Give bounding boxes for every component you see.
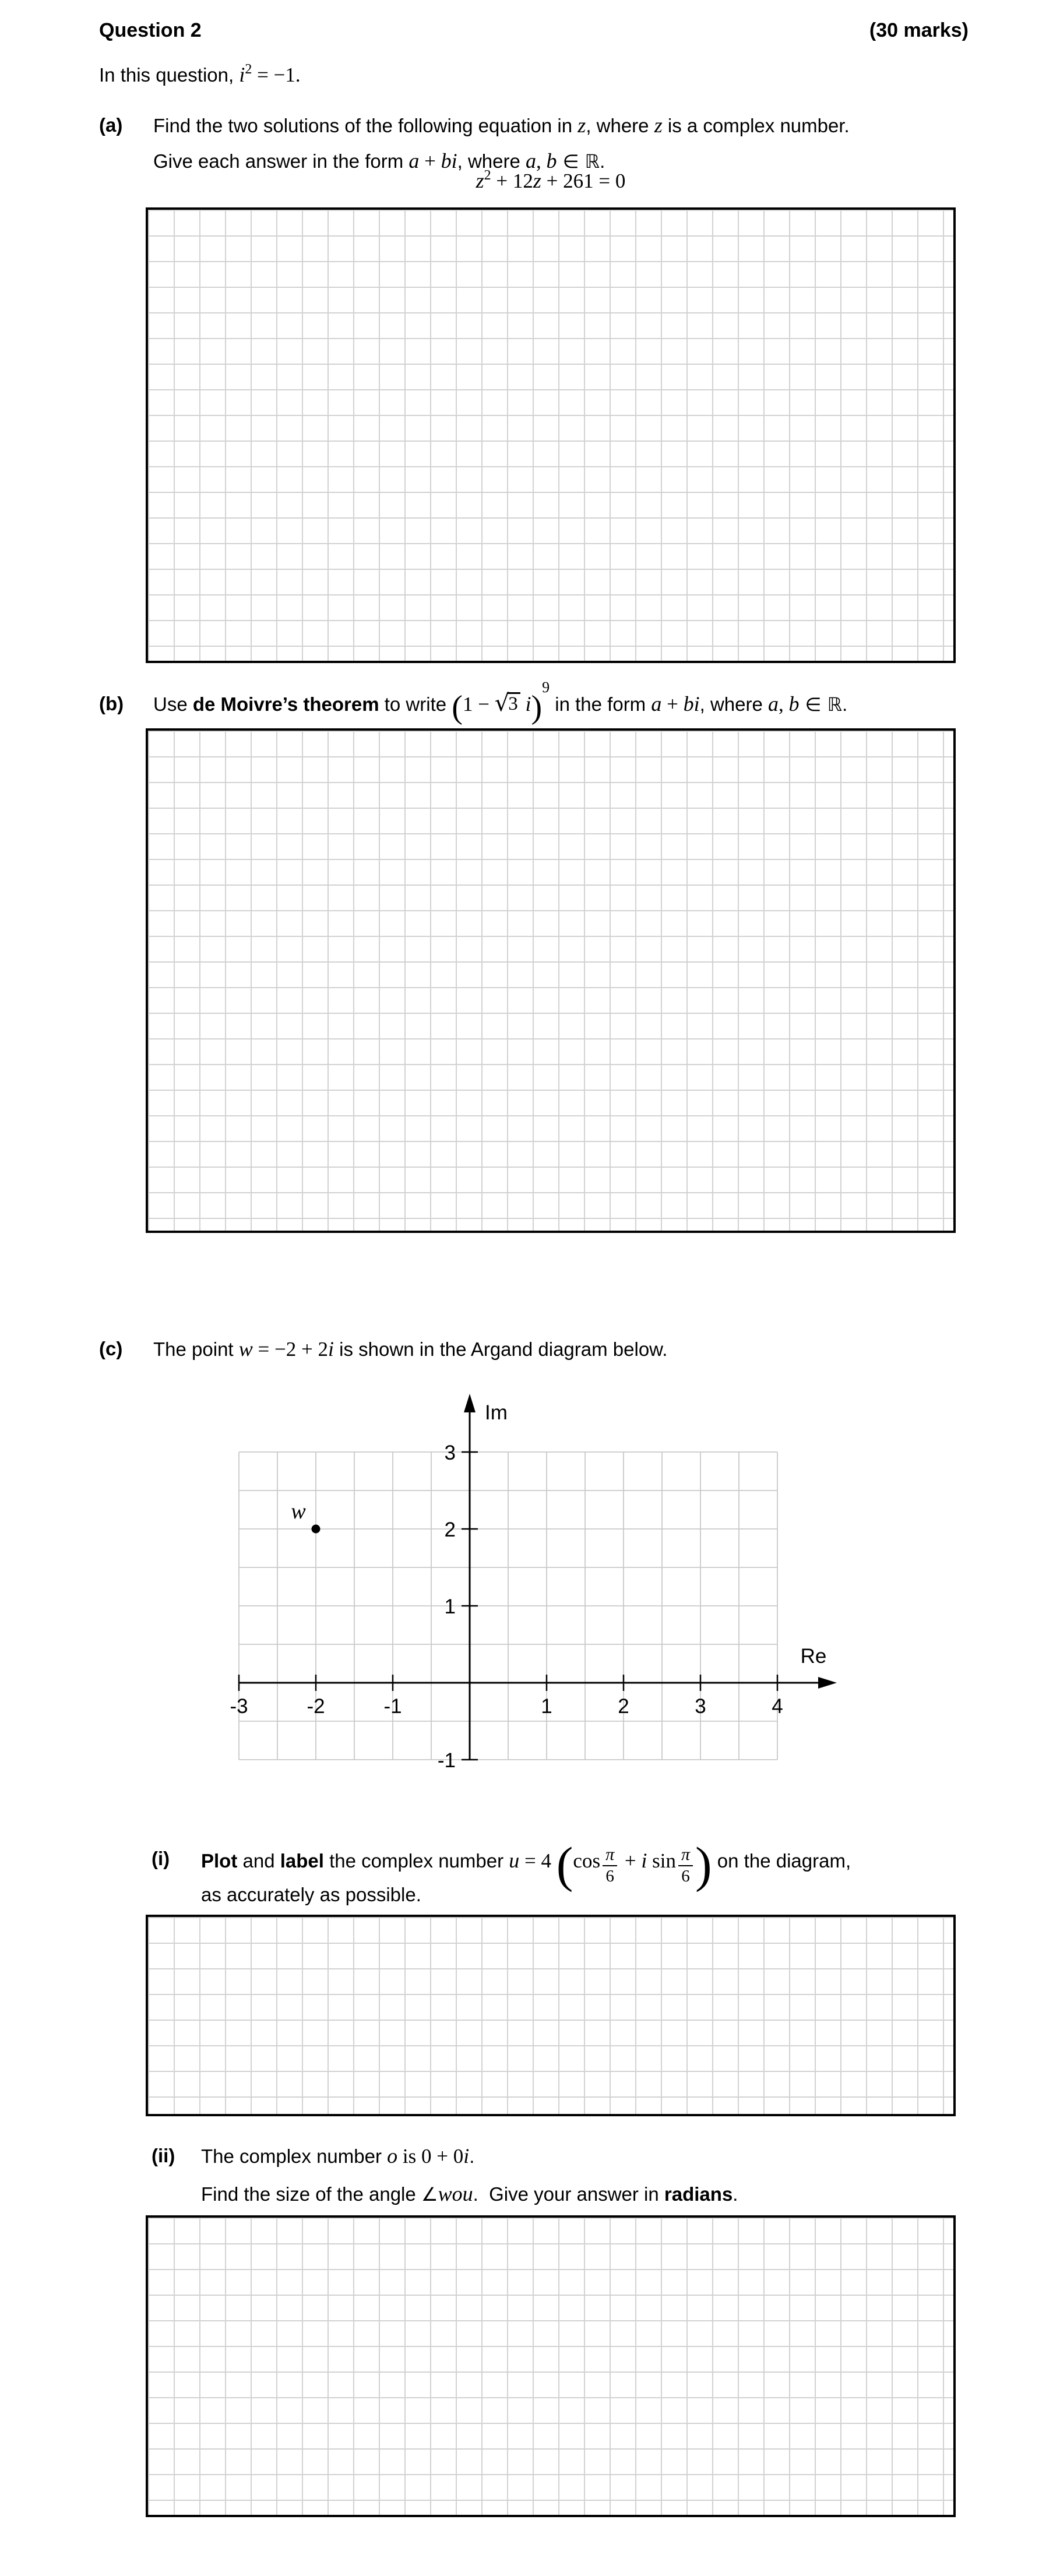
text-run: a bbox=[526, 149, 537, 172]
x-tick-label: 3 bbox=[695, 1695, 706, 1718]
text-run: + bbox=[419, 150, 441, 172]
part-b-line1 bbox=[153, 679, 848, 725]
text-run: i bbox=[328, 1337, 334, 1361]
text-run: 1 − bbox=[462, 693, 495, 716]
text-run: , bbox=[779, 693, 789, 716]
text-run: i bbox=[525, 692, 531, 716]
re-axis-label: Re bbox=[800, 1645, 827, 1668]
text-run: ( bbox=[556, 1837, 573, 1893]
text-run: = 4 bbox=[519, 1849, 557, 1872]
sub-i-line2 bbox=[201, 1882, 421, 1908]
answer-box-i[interactable] bbox=[146, 1915, 956, 2116]
text-run: + 261 = 0 bbox=[541, 170, 626, 192]
question-title: Question 2 bbox=[99, 19, 202, 41]
fraction-denominator: 6 bbox=[681, 1867, 690, 1886]
text-run: , bbox=[536, 150, 547, 172]
text-run: as accurately as possible. bbox=[201, 1884, 421, 1905]
text-run: + bbox=[661, 693, 684, 716]
text-run: a bbox=[651, 692, 662, 716]
text-run: Give each answer in the form bbox=[153, 150, 409, 172]
point-label-w: w bbox=[291, 1499, 306, 1524]
sub-ii-line1 bbox=[201, 2143, 474, 2169]
text-run: w bbox=[238, 1337, 253, 1361]
text-run: z bbox=[476, 169, 484, 192]
text-run: b bbox=[788, 692, 800, 716]
text-run: a bbox=[768, 692, 779, 716]
equation-a bbox=[146, 168, 956, 196]
im-axis-arrow bbox=[464, 1394, 476, 1412]
text-run: ∠ bbox=[421, 2183, 438, 2205]
text-run: z bbox=[654, 114, 663, 137]
text-run: The complex number bbox=[201, 2145, 388, 2167]
fraction bbox=[678, 1846, 693, 1885]
text-run: z bbox=[533, 169, 541, 192]
text-run: label bbox=[280, 1850, 324, 1872]
point-w bbox=[312, 1525, 321, 1534]
part-a-label: (a) bbox=[99, 114, 123, 136]
text-run: . bbox=[733, 2183, 738, 2205]
y-tick-label: 3 bbox=[444, 1442, 456, 1464]
text-run: . bbox=[600, 150, 605, 172]
answer-box-a[interactable] bbox=[146, 207, 956, 663]
text-run: , where bbox=[699, 693, 768, 715]
text-run: i bbox=[641, 1849, 647, 1872]
x-tick-label: -1 bbox=[383, 1695, 402, 1718]
text-run: is a complex number. bbox=[662, 115, 850, 136]
text-run: is shown in the Argand diagram below. bbox=[334, 1338, 668, 1360]
sub-ii-label: (ii) bbox=[152, 2145, 175, 2166]
marks-label: (30 marks) bbox=[869, 19, 969, 41]
x-tick-label: -2 bbox=[307, 1695, 325, 1718]
text-run: wou bbox=[438, 2182, 473, 2205]
sub-ii-line2 bbox=[201, 2181, 738, 2207]
y-tick-label: 2 bbox=[444, 1518, 456, 1541]
x-tick-label: 2 bbox=[618, 1695, 629, 1718]
page-header bbox=[99, 17, 969, 43]
sub-i-line1 bbox=[201, 1837, 851, 1893]
text-run: o bbox=[387, 2144, 398, 2168]
text-run: 9 bbox=[542, 679, 550, 696]
text-run: i bbox=[239, 63, 245, 86]
text-run: to write bbox=[379, 693, 452, 715]
text-run: Find the size of the angle bbox=[201, 2183, 421, 2205]
text-run: bi bbox=[683, 692, 700, 716]
text-run: i bbox=[463, 2144, 470, 2168]
text-run: + bbox=[619, 1849, 642, 1872]
text-run: = −1. bbox=[252, 64, 301, 86]
intro-line bbox=[99, 62, 301, 90]
radicand: 3 bbox=[507, 692, 520, 714]
text-run: . bbox=[469, 2145, 475, 2167]
grid-paper bbox=[148, 1917, 953, 2114]
part-c-label: (c) bbox=[99, 1338, 123, 1359]
text-run: ) bbox=[531, 689, 543, 725]
text-run: ( bbox=[452, 689, 463, 725]
fraction-numerator: π bbox=[678, 1846, 693, 1866]
text-run: radians bbox=[664, 2183, 733, 2205]
x-tick-label: 1 bbox=[541, 1695, 552, 1718]
text-run: a bbox=[408, 149, 420, 172]
text-run: , where bbox=[586, 115, 654, 136]
sub-i-label: (i) bbox=[152, 1848, 170, 1869]
part-a-line1 bbox=[153, 112, 850, 139]
answer-box-b[interactable] bbox=[146, 728, 956, 1233]
x-tick-label: -3 bbox=[230, 1695, 248, 1718]
y-tick-label: 1 bbox=[444, 1595, 456, 1618]
fraction-denominator: 6 bbox=[605, 1867, 614, 1886]
text-run: u bbox=[509, 1849, 520, 1872]
sqrt-radical bbox=[494, 690, 520, 717]
text-run: + 12 bbox=[491, 170, 533, 192]
text-run: ∈ ℝ bbox=[557, 150, 600, 172]
part-c-line1 bbox=[153, 1336, 667, 1362]
text-run: , where bbox=[457, 150, 526, 172]
text-run: Use bbox=[153, 693, 193, 715]
text-run: 2 bbox=[484, 168, 491, 183]
text-run: Find the two solutions of the following equation in bbox=[153, 115, 578, 136]
text-run: z bbox=[577, 114, 586, 137]
grid-paper bbox=[148, 731, 953, 1231]
x-tick-label: 4 bbox=[772, 1695, 783, 1718]
text-run: sin bbox=[647, 1849, 676, 1872]
text-run: The point bbox=[153, 1338, 239, 1360]
text-run: is 0 + 0 bbox=[397, 2145, 464, 2168]
text-run: Plot bbox=[201, 1850, 238, 1872]
argand-diagram[interactable] bbox=[221, 1386, 857, 1793]
fraction-numerator: π bbox=[603, 1846, 617, 1866]
y-tick-label: -1 bbox=[437, 1749, 456, 1772]
text-run: ) bbox=[695, 1837, 712, 1893]
text-run: in the form bbox=[550, 693, 652, 715]
text-run: . Give your answer in bbox=[473, 2183, 664, 2205]
grid-paper bbox=[148, 210, 953, 661]
grid-paper bbox=[148, 2218, 953, 2515]
text-run: cos bbox=[573, 1849, 601, 1872]
part-b-label: (b) bbox=[99, 693, 124, 714]
text-run: and bbox=[237, 1850, 280, 1872]
text-run: the complex number bbox=[323, 1850, 509, 1872]
fraction bbox=[603, 1846, 617, 1885]
radical-sign: √ bbox=[494, 690, 510, 717]
text-run: bi bbox=[441, 149, 457, 172]
text-run: on the diagram, bbox=[712, 1850, 851, 1872]
text-run: de Moivre’s theorem bbox=[192, 693, 379, 715]
text-run: . bbox=[842, 693, 848, 715]
text-run: = −2 + 2 bbox=[252, 1338, 328, 1361]
re-axis-arrow bbox=[818, 1677, 837, 1689]
text-run: 2 bbox=[245, 62, 252, 77]
text-run: In this question, bbox=[99, 64, 240, 86]
im-axis-label: Im bbox=[485, 1401, 508, 1424]
answer-box-ii[interactable] bbox=[146, 2215, 956, 2517]
text-run: ∈ ℝ bbox=[799, 693, 843, 716]
text-run: b bbox=[546, 149, 557, 172]
